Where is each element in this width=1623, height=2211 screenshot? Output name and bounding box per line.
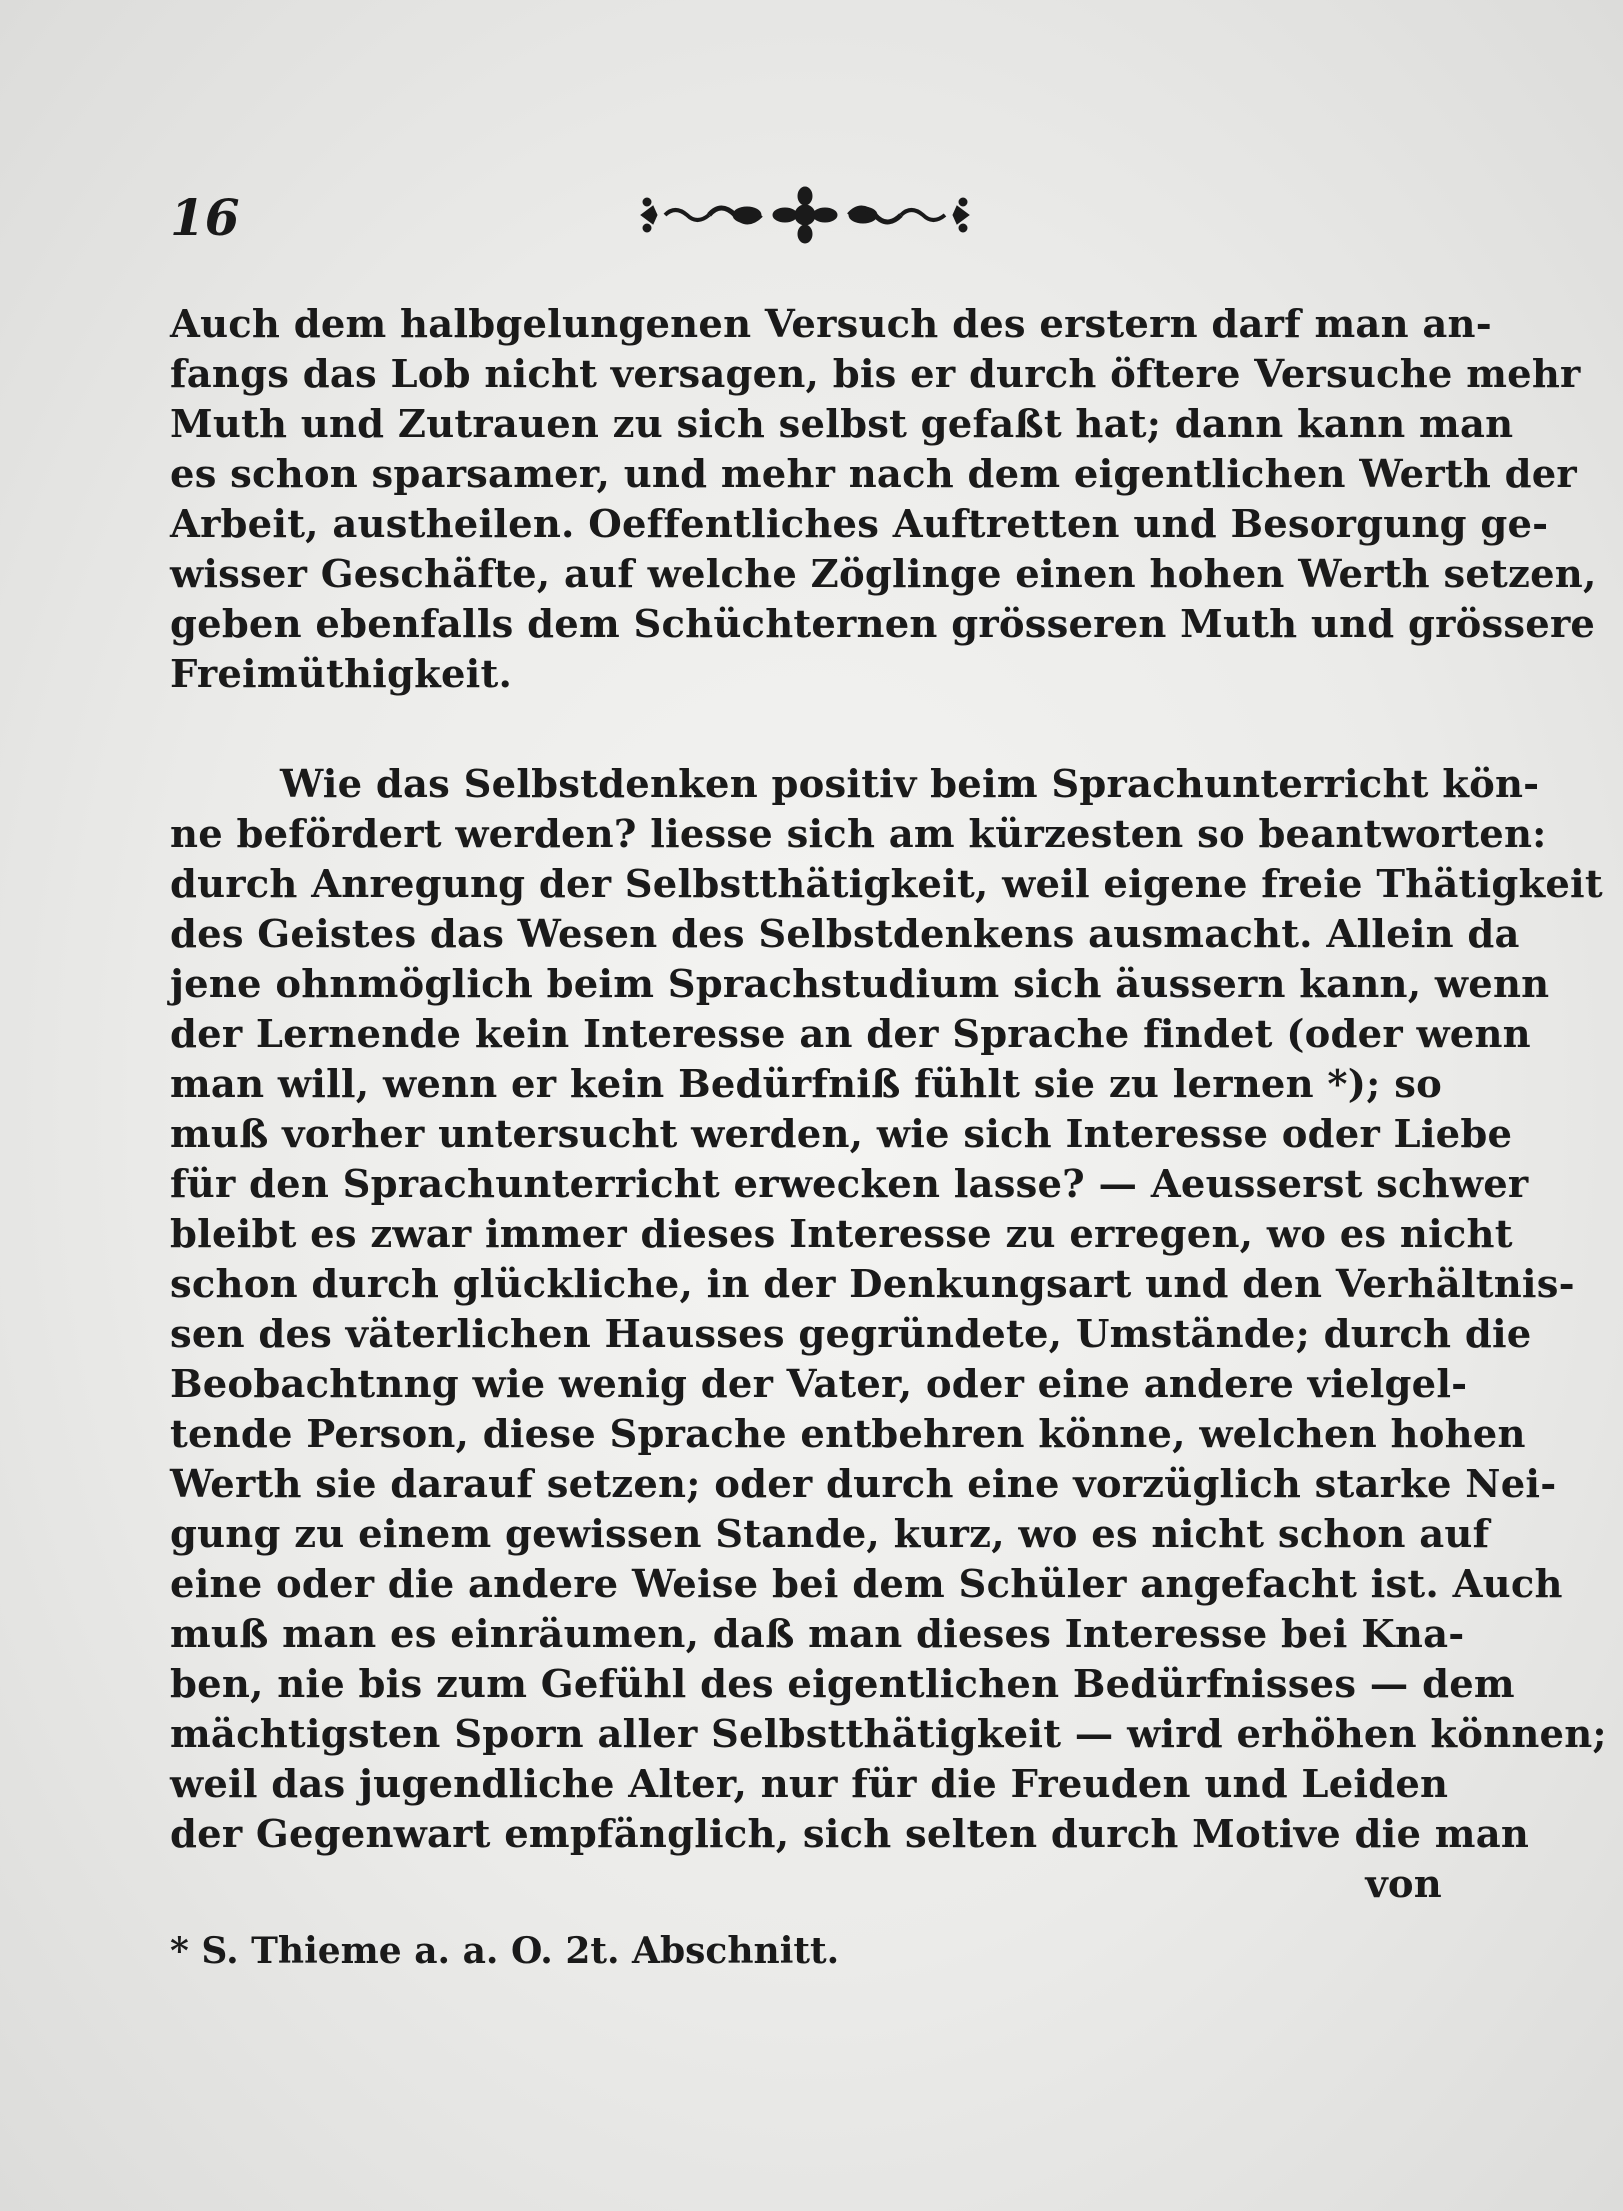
text-line: eine oder die andere Weise bei dem Schüler angefacht ist. Auch xyxy=(170,1562,1563,1607)
text-line: wisser Geschäfte, auf welche Zöglinge einen hohen Werth setzen, xyxy=(170,552,1597,597)
text-line: Werth sie darauf setzen; oder durch eine vorzüglich starke Nei- xyxy=(170,1462,1557,1507)
decorative-ornament-icon xyxy=(635,180,975,250)
page-number: 16 xyxy=(170,188,240,247)
text-line: für den Sprachunterricht erwecken lasse? — Aeusserst schwer xyxy=(170,1162,1529,1207)
text-line: muß vorher untersucht werden, wie sich Interesse oder Liebe xyxy=(170,1112,1513,1157)
text-line: Arbeit, austheilen. Oeffentliches Auftretten und Besorgung ge- xyxy=(170,502,1549,547)
text-line: der Lernende kein Interesse an der Sprache findet (oder wenn xyxy=(170,1012,1531,1057)
text-line: fangs das Lob nicht versagen, bis er durch öftere Versuche mehr xyxy=(170,352,1581,397)
text-line: schon durch glückliche, in der Denkungsart und den Verhältnis- xyxy=(170,1262,1575,1307)
text-line: Auch dem halbgelungenen Versuch des erstern darf man an- xyxy=(170,302,1492,347)
text-line: muß man es einräumen, daß man dieses Interesse bei Kna- xyxy=(170,1612,1465,1657)
text-line: gung zu einem gewissen Stande, kurz, wo es nicht schon auf xyxy=(170,1512,1490,1557)
text-line: bleibt es zwar immer dieses Interesse zu erregen, wo es nicht xyxy=(170,1212,1513,1257)
text-line: man will, wenn er kein Bedürfniß fühlt sie zu lernen *); so xyxy=(170,1062,1442,1107)
paragraph-1 xyxy=(170,300,1597,700)
text-line: tende Person, diese Sprache entbehren könne, welchen hohen xyxy=(170,1412,1526,1457)
text-line: Muth und Zutrauen zu sich selbst gefaßt hat; dann kann man xyxy=(170,402,1514,447)
catchword: von xyxy=(1365,1862,1442,1907)
text-line: jene ohnmöglich beim Sprachstudium sich äussern kann, wenn xyxy=(170,962,1550,1007)
text-line: es schon sparsamer, und mehr nach dem eigentlichen Werth der xyxy=(170,452,1577,497)
text-line: Wie das Selbstdenken positiv beim Sprachunterricht kön- xyxy=(280,762,1540,807)
paragraph-2 xyxy=(170,760,1607,1910)
text-line: der Gegenwart empfänglich, sich selten durch Motive die man xyxy=(170,1812,1530,1857)
text-line: ben, nie bis zum Gefühl des eigentlichen Bedürfnisses — dem xyxy=(170,1662,1515,1707)
text-line: geben ebenfalls dem Schüchternen grösseren Muth und grössere xyxy=(170,602,1596,647)
text-line: weil das jugendliche Alter, nur für die Freuden und Leiden xyxy=(170,1762,1449,1807)
footnote: * S. Thieme a. a. O. 2t. Abschnitt. xyxy=(170,1930,840,1972)
text-line: ne befördert werden? liesse sich am kürzesten so beantworten: xyxy=(170,812,1547,857)
text-line: Beobachtnng wie wenig der Vater, oder eine andere vielgel- xyxy=(170,1362,1468,1407)
text-line: des Geistes das Wesen des Selbstdenkens ausmacht. Allein da xyxy=(170,912,1520,957)
text-line: Freimüthigkeit. xyxy=(170,652,513,697)
text-line: durch Anregung der Selbstthätigkeit, weil eigene freie Thätigkeit xyxy=(170,862,1603,907)
text-line: sen des väterlichen Hausses gegründete, Umstände; durch die xyxy=(170,1312,1532,1357)
page-header xyxy=(170,180,1440,260)
text-line: mächtigsten Sporn aller Selbstthätigkeit — wird erhöhen können; xyxy=(170,1712,1607,1757)
